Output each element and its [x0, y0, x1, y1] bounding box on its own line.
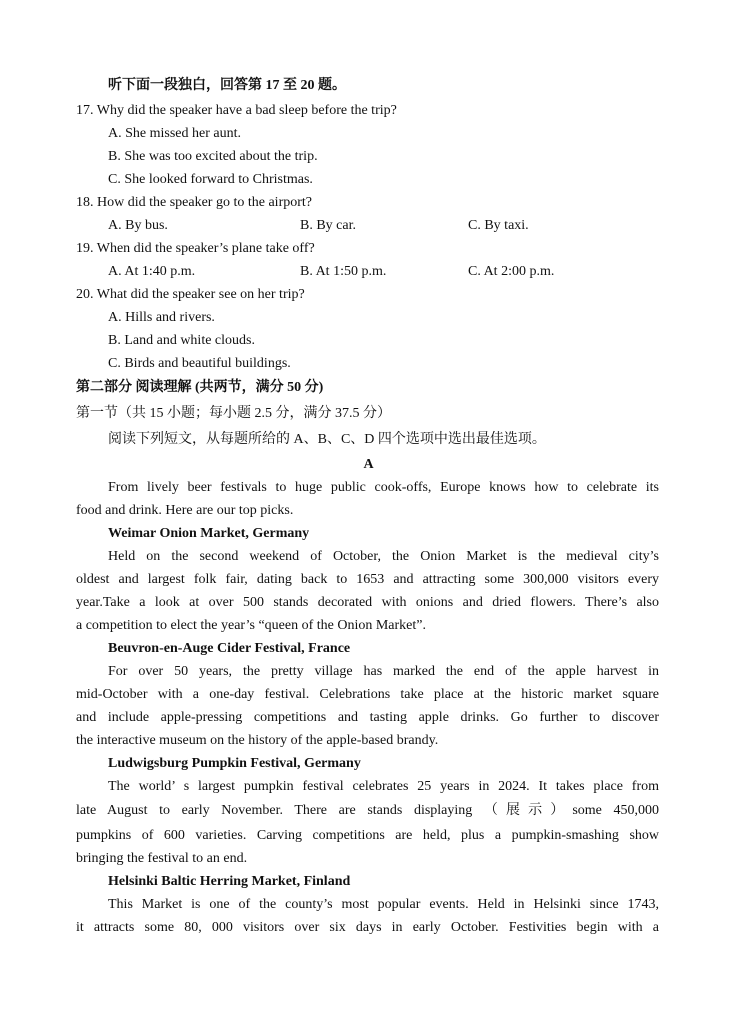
paragraph-line: and include apple-pressing competitions and tasting apple drinks. Go further to discover [76, 710, 659, 725]
reading-instruction: 阅读下列短文，从每题所给的 A、B、C、D 四个选项中选出最佳选项。 [108, 432, 546, 447]
option: B. Land and white clouds. [108, 333, 255, 348]
paragraph-line: year.Take a look at over 500 stands decorated with onions and dried flowers. There’s also [76, 595, 659, 610]
paragraph-line: pumpkins of 600 varieties. Carving competitions are held, plus a pumpkin-smashing show [76, 828, 659, 843]
paragraph-line: mid-October with a one-day festival. Celebrations take place at the historic market square [76, 687, 659, 702]
option: B. She was too excited about the trip. [108, 149, 318, 164]
paragraph-line: Held on the second weekend of October, the Onion Market is the medieval city’s [108, 549, 659, 564]
paragraph-line: a competition to elect the year’s “queen of the Onion Market”. [76, 618, 426, 633]
option: C. Birds and beautiful buildings. [108, 356, 291, 371]
question-stem: 20. What did the speaker see on her trip? [76, 287, 305, 302]
option: C. At 2:00 p.m. [468, 264, 555, 279]
festival-title: Weimar Onion Market, Germany [108, 526, 310, 541]
part-title: 第二部分 阅读理解 (共两节，满分 50 分) [76, 380, 324, 395]
intro-line: food and drink. Here are our top picks. [76, 503, 294, 518]
listening-instruction: 听下面一段独白，回答第 17 至 20 题。 [108, 78, 346, 93]
option: C. By taxi. [468, 218, 529, 233]
paragraph-line: The world’ s largest pumpkin festival celebrates 25 years in 2024. It takes place from [108, 779, 659, 794]
question-stem: 17. Why did the speaker have a bad sleep before the trip? [76, 103, 397, 118]
paragraph-line: For over 50 years, the pretty village has marked the end of the apple harvest in [108, 664, 659, 679]
option: A. Hills and rivers. [108, 310, 215, 325]
paragraph-line: late August to early November. There are stands displaying （展示）some 450,000 [76, 803, 659, 818]
festival-title: Beuvron-en-Auge Cider Festival, France [108, 641, 351, 656]
paragraph-line: bringing the festival to an end. [76, 851, 248, 866]
paragraph-line: the interactive museum on the history of the apple-based brandy. [76, 733, 439, 748]
passage-label: A [363, 457, 374, 472]
paragraph-line: oldest and largest folk fair, dating back to 1653 and attracting some 300,000 visitors every [76, 572, 659, 587]
paragraph-line: it attracts some 80, 000 visitors over six days in early October. Festivities begin with a [76, 920, 659, 935]
festival-title: Helsinki Baltic Herring Market, Finland [108, 874, 351, 889]
festival-title: Ludwigsburg Pumpkin Festival, Germany [108, 756, 361, 771]
question-stem: 18. How did the speaker go to the airport? [76, 195, 312, 210]
intro-line: From lively beer festivals to huge public cook-offs, Europe knows how to celebrate its [108, 480, 659, 495]
paragraph-line: This Market is one of the county’s most popular events. Held in Helsinki since 1743, [108, 897, 659, 912]
question-stem: 19. When did the speaker’s plane take off? [76, 241, 315, 256]
option: B. By car. [300, 218, 356, 233]
option: A. By bus. [108, 218, 168, 233]
option: A. She missed her aunt. [108, 126, 241, 141]
option: A. At 1:40 p.m. [108, 264, 196, 279]
option: C. She looked forward to Christmas. [108, 172, 313, 187]
option: B. At 1:50 p.m. [300, 264, 387, 279]
section-title: 第一节（共 15 小题；每小题 2.5 分，满分 37.5 分） [76, 406, 391, 421]
